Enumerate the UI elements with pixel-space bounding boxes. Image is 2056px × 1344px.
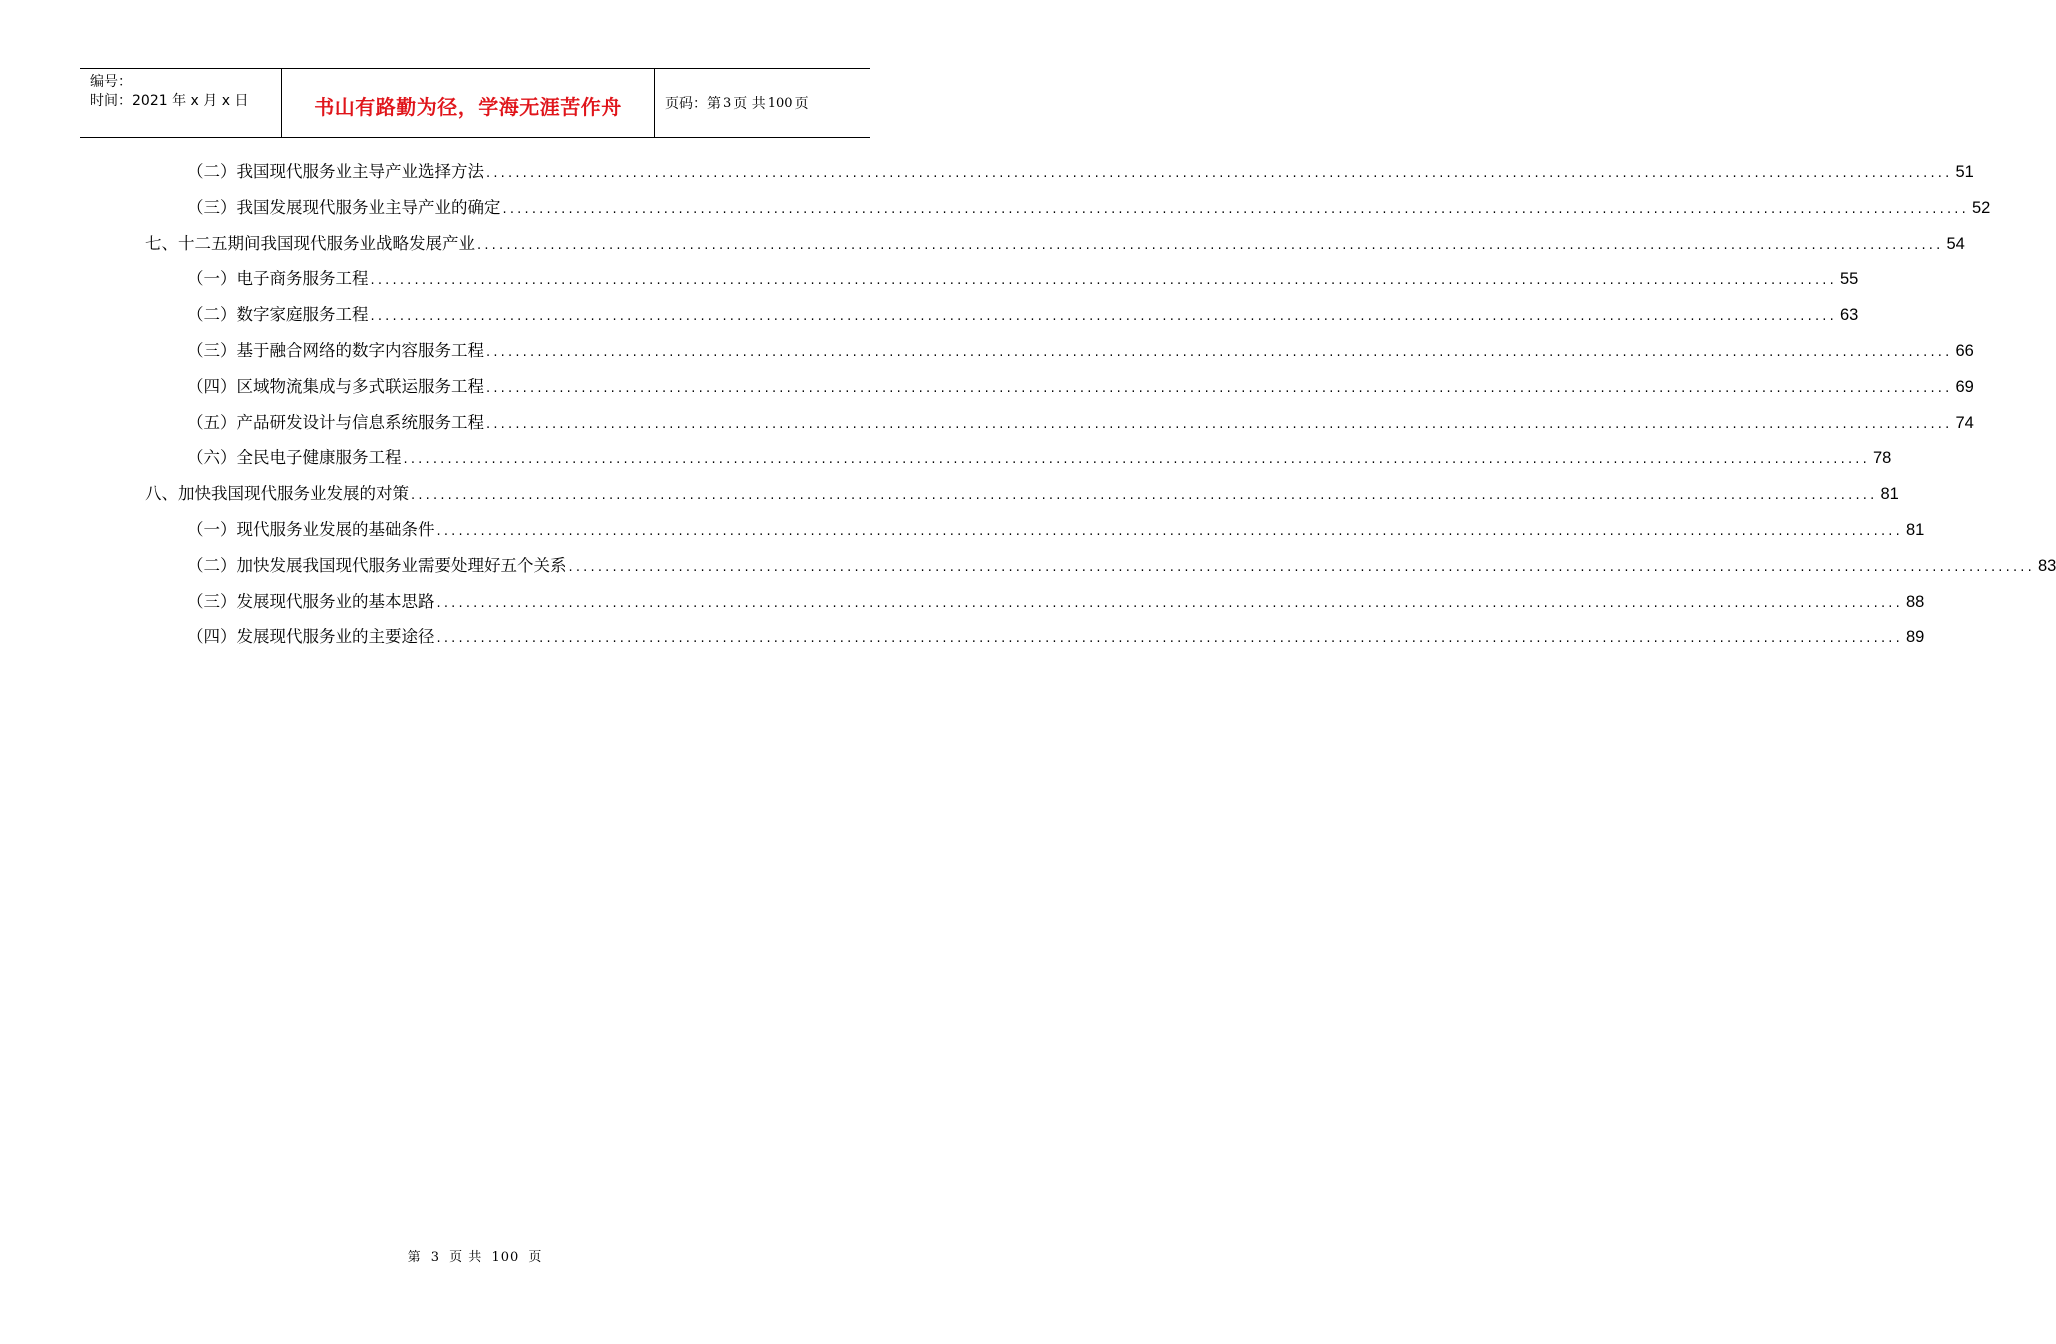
toc-entry-title: （二）加快发展我国现代服务业需要处理好五个关系 bbox=[187, 555, 567, 575]
number-label: 编号： bbox=[90, 74, 132, 90]
toc-entry-page: 74 bbox=[1955, 413, 1974, 432]
toc-leader-dots: ........................................................................................................................................................................................................ bbox=[436, 524, 1903, 539]
toc-entry-title: 七、十二五期间我国现代服务业战略发展产业 bbox=[145, 233, 475, 253]
toc-entry[interactable] bbox=[187, 516, 1925, 544]
toc-leader-dots: ........................................................................................................................................................................................................ bbox=[568, 559, 2035, 575]
toc-entry[interactable] bbox=[187, 194, 1991, 222]
header-motto-cell bbox=[282, 69, 655, 137]
toc-leader-dots: ........................................................................................................................................................................................................ bbox=[486, 380, 1953, 396]
footer-total: 100 bbox=[491, 1250, 520, 1265]
toc-entry[interactable] bbox=[187, 265, 1859, 293]
toc-entry-title: （四）区域物流集成与多式联运服务工程 bbox=[187, 376, 484, 396]
toc-entry-page: 55 bbox=[1839, 270, 1859, 289]
footer-page: 3 bbox=[430, 1250, 441, 1265]
toc-leader-dots: ........................................................................................................................................................................................................ bbox=[403, 452, 1870, 468]
header-meta bbox=[80, 69, 282, 137]
toc-leader-dots: ........................................................................................................................................................................................................ bbox=[370, 309, 1837, 325]
toc-leader-dots: ........................................................................................................................................................................................................ bbox=[486, 166, 1953, 181]
toc-entry[interactable] bbox=[187, 373, 1974, 401]
toc-entry[interactable] bbox=[187, 158, 1974, 186]
toc-entry-title: （六）全民电子健康服务工程 bbox=[187, 448, 402, 468]
toc-leader-dots: ........................................................................................................................................................................................................ bbox=[486, 345, 1953, 360]
toc-entry-page: 66 bbox=[1955, 342, 1974, 360]
toc-entry-page: 69 bbox=[1955, 377, 1974, 396]
toc-entry-title: 八、加快我国现代服务业发展的对策 bbox=[145, 484, 409, 504]
toc-entry-page: 81 bbox=[1905, 521, 1925, 539]
page-mid: 页 共 bbox=[733, 96, 766, 112]
toc-entry-page: 78 bbox=[1872, 449, 1892, 468]
toc-entry-title: （三）我国发展现代服务业主导产业的确定 bbox=[187, 197, 501, 217]
motto-text: 书山有路勤为径，学海无涯苦作舟 bbox=[314, 94, 622, 119]
toc-entry-title: （二）我国现代服务业主导产业选择方法 bbox=[187, 162, 484, 181]
toc-leader-dots: ........................................................................................................................................................................................................ bbox=[436, 631, 1903, 647]
toc-entry-title: （四）发展现代服务业的主要途径 bbox=[187, 627, 435, 647]
toc-entry-title: （三）发展现代服务业的基本思路 bbox=[187, 591, 435, 611]
time-label: 时间：2021 年 x 月 x 日 bbox=[90, 93, 249, 109]
footer-mid: 页 共 bbox=[449, 1250, 483, 1265]
header-page-info bbox=[655, 69, 870, 137]
toc-entry-page: 88 bbox=[1905, 592, 1925, 611]
toc-entry-title: （一）电子商务服务工程 bbox=[187, 269, 369, 289]
toc-leader-dots: ........................................................................................................................................................................................................ bbox=[502, 201, 1969, 217]
toc-leader-dots: ........................................................................................................................................................................................................ bbox=[486, 416, 1953, 432]
toc-entry-title: （五）产品研发设计与信息系统服务工程 bbox=[187, 412, 484, 432]
page-number: 3 bbox=[723, 95, 732, 111]
toc-entry[interactable] bbox=[187, 552, 2056, 580]
toc-entry-page: 81 bbox=[1880, 485, 1899, 504]
page-suffix: 页 bbox=[794, 96, 809, 112]
toc-entry-page: 89 bbox=[1905, 628, 1925, 647]
toc-entry-page: 54 bbox=[1946, 234, 1965, 253]
toc-leader-dots: ........................................................................................................................................................................................................ bbox=[477, 237, 1944, 253]
toc-entry[interactable] bbox=[187, 337, 1974, 365]
page-total: 100 bbox=[767, 95, 793, 111]
footer-prefix: 第 bbox=[407, 1250, 422, 1265]
toc-leader-dots: ........................................................................................................................................................................................................ bbox=[436, 595, 1903, 611]
toc-entry-title: （二）数字家庭服务工程 bbox=[187, 305, 369, 325]
toc-entry-page: 83 bbox=[2037, 556, 2056, 575]
toc-entry[interactable] bbox=[187, 588, 1925, 616]
toc-entry-title: （三）基于融合网络的数字内容服务工程 bbox=[187, 341, 484, 360]
page-prefix: 页码：第 bbox=[665, 96, 721, 112]
toc-entry-page: 63 bbox=[1839, 306, 1859, 325]
page-footer bbox=[0, 1246, 950, 1265]
page-header bbox=[80, 68, 870, 138]
toc-entry-page: 51 bbox=[1955, 163, 1974, 181]
toc-entry[interactable] bbox=[145, 230, 1965, 258]
footer-suffix: 页 bbox=[528, 1250, 543, 1265]
toc-entry-title: （一）现代服务业发展的基础条件 bbox=[187, 520, 435, 539]
toc-entry[interactable] bbox=[187, 301, 1859, 329]
toc-leader-dots: ........................................................................................................................................................................................................ bbox=[370, 273, 1837, 289]
toc-leader-dots: ........................................................................................................................................................................................................ bbox=[411, 488, 1878, 504]
toc-entry[interactable] bbox=[187, 409, 1974, 437]
toc-entry[interactable] bbox=[187, 623, 1925, 651]
toc-entry-page: 52 bbox=[1971, 198, 1991, 217]
toc-entry[interactable] bbox=[187, 444, 1892, 472]
toc-entry[interactable] bbox=[145, 480, 1899, 508]
